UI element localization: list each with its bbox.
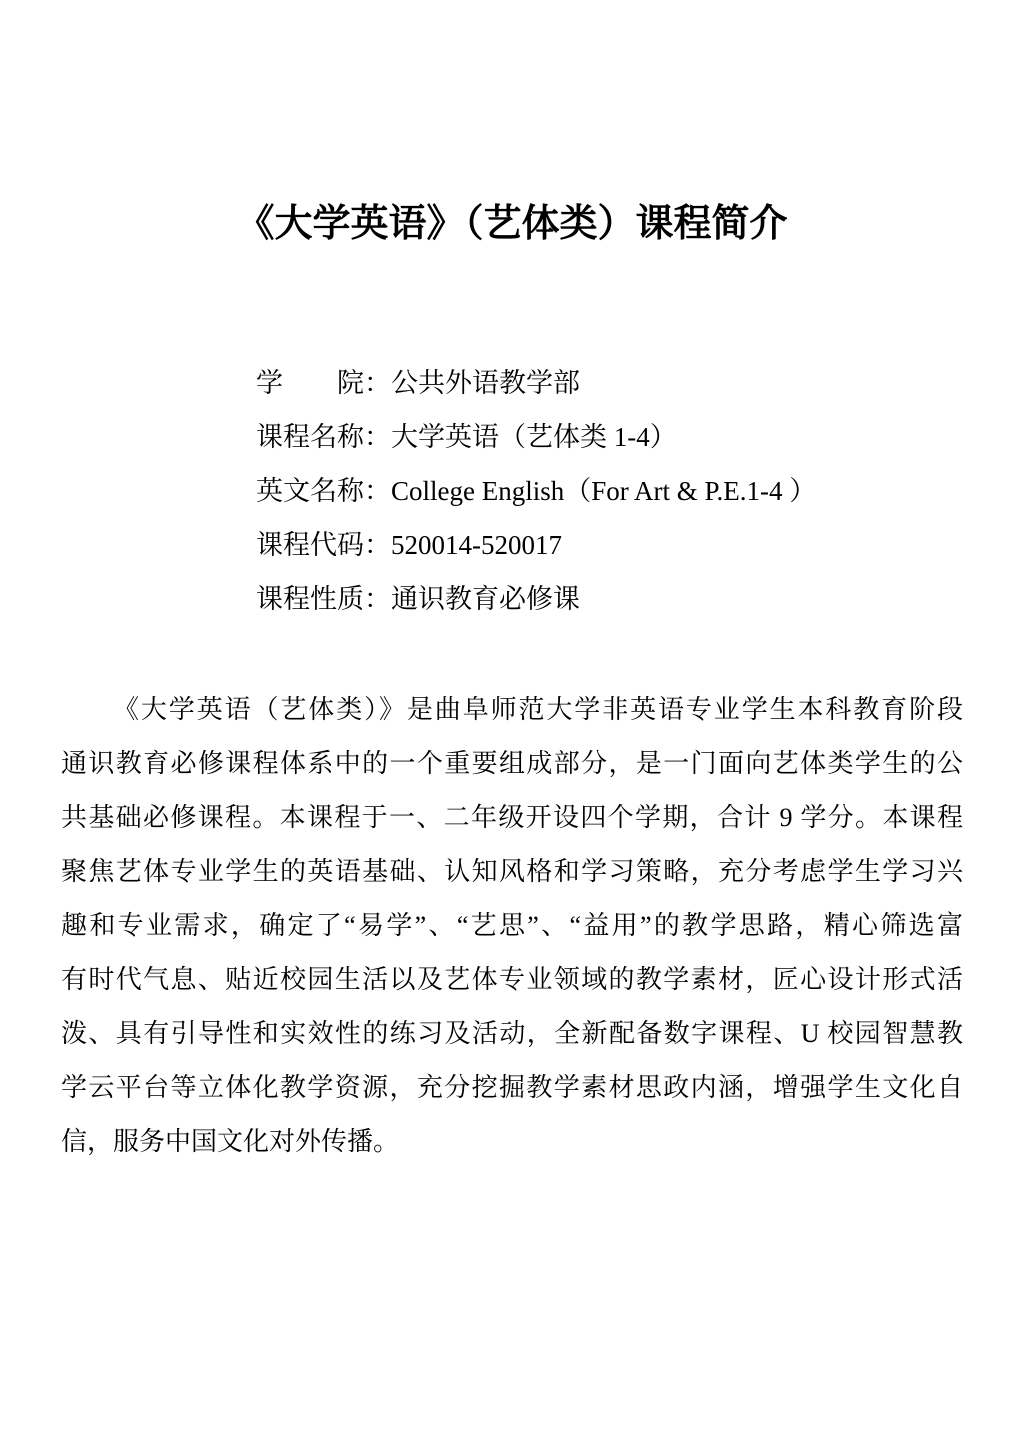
meta-row [256,356,963,410]
paragraph-line: 通识教育必修课程体系中的一个重要组成部分，是一门面向艺体类学生的公 [61,749,963,778]
meta-value: College English（For Art & P.E.1-4 ） [391,476,817,506]
meta-row [256,410,963,464]
meta-row [256,464,963,518]
meta-label: 学 院： [256,368,391,398]
meta-row [256,572,963,626]
paragraph-line: 有时代气息、贴近校园生活以及艺体专业领域的教学素材，匠心设计形式活 [61,965,963,994]
meta-label: 课程名称： [256,422,391,452]
course-description-paragraph [61,683,963,1169]
paragraph-line: 共基础必修课程。本课程于一、二年级开设四个学期，合计 9 学分。本课程 [61,803,963,832]
paragraph-line: 趣和专业需求，确定了“易学”、“艺思”、“益用”的教学思路，精心筛选富 [61,911,963,940]
meta-value: 公共外语教学部 [391,368,580,398]
meta-label: 课程性质： [256,584,391,614]
meta-value: 通识教育必修课 [391,584,580,614]
paragraph-line: 《大学英语（艺体类）》是曲阜师范大学非英语专业学生本科教育阶段 [113,695,963,724]
paragraph-line: 泼、具有引导性和实效性的练习及活动，全新配备数字课程、U 校园智慧教 [61,1019,963,1048]
paragraph-line: 信，服务中国文化对外传播。 [61,1127,400,1156]
meta-label: 课程代码： [256,530,391,560]
meta-value: 520014-520017 [391,530,562,560]
course-meta-list [256,356,963,626]
meta-value: 大学英语（艺体类 1-4） [391,422,677,452]
meta-label: 英文名称： [256,476,391,506]
document-title: 《大学英语》（艺体类）课程简介 [236,203,788,245]
paragraph-line: 聚焦艺体专业学生的英语基础、认知风格和学习策略，充分考虑学生学习兴 [61,857,963,886]
paragraph-line: 学云平台等立体化教学资源，充分挖掘教学素材思政内涵，增强学生文化自 [61,1073,963,1102]
meta-row [256,518,963,572]
